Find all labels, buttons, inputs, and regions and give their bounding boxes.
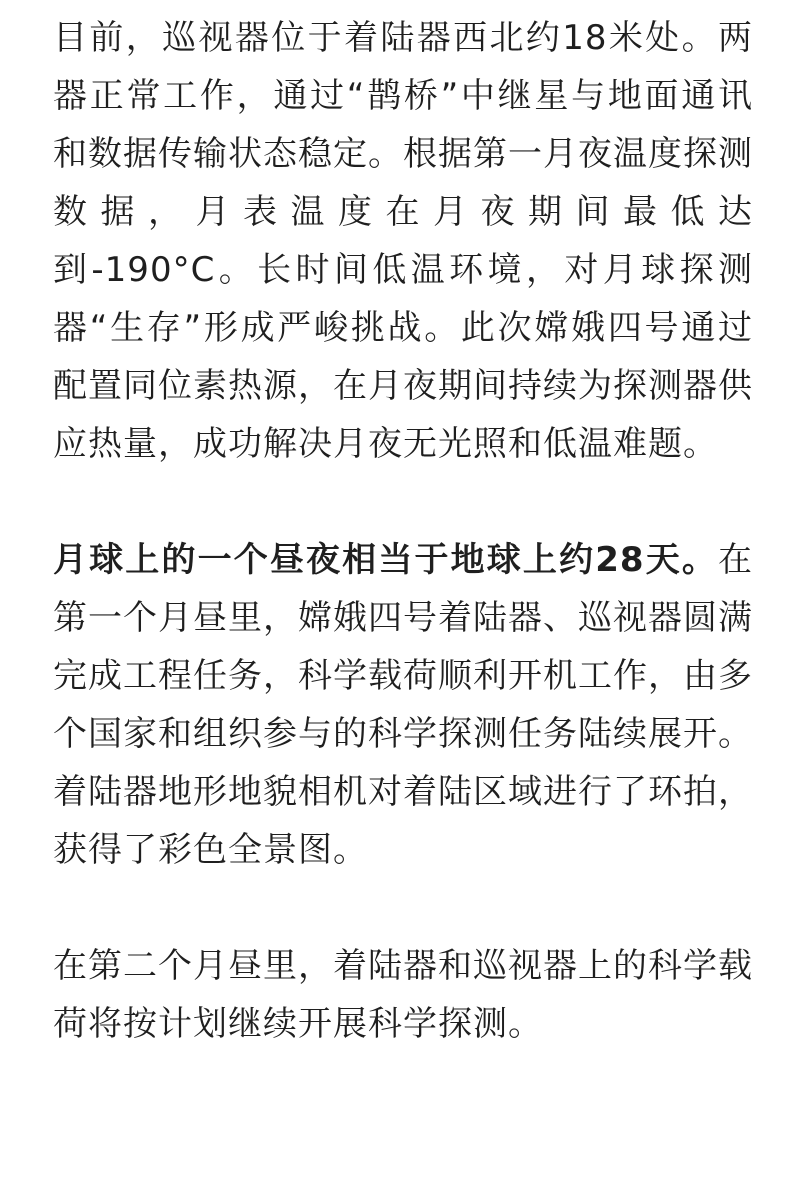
- article-body: [53, 9, 753, 1053]
- paragraph-spacer: [53, 473, 753, 531]
- paragraph-lead-bold: 月球上的一个昼夜相当于地球上约28天。: [53, 540, 718, 580]
- paragraph-rover-status: 目前，巡视器位于着陆器西北约18米处。两器正常工作，通过“鹊桥”中继星与地面通讯和数据传输状态稳定。根据第一月夜温度探测数据，月表温度在月夜期间最低达到-190°C。长时间低温环境，对月球探测器“生存”形成严峻挑战。此次嫦娥四号通过配置同位素热源，在月夜期间持续为探测器供应热量，成功解决月夜无光照和低温难题。: [53, 18, 753, 464]
- paragraph-lunar-day: [53, 531, 753, 879]
- paragraph-spacer: [53, 879, 753, 937]
- paragraph-second-day: 在第二个月昼里，着陆器和巡视器上的科学载荷将按计划继续开展科学探测。: [53, 946, 753, 1044]
- paragraph-lead-rest: 在第一个月昼里，嫦娥四号着陆器、巡视器圆满完成工程任务，科学载荷顺利开机工作，由多个国家和组织参与的科学探测任务陆续展开。着陆器地形地貌相机对着陆区域进行了环拍，获得了彩色全景图。: [53, 540, 753, 870]
